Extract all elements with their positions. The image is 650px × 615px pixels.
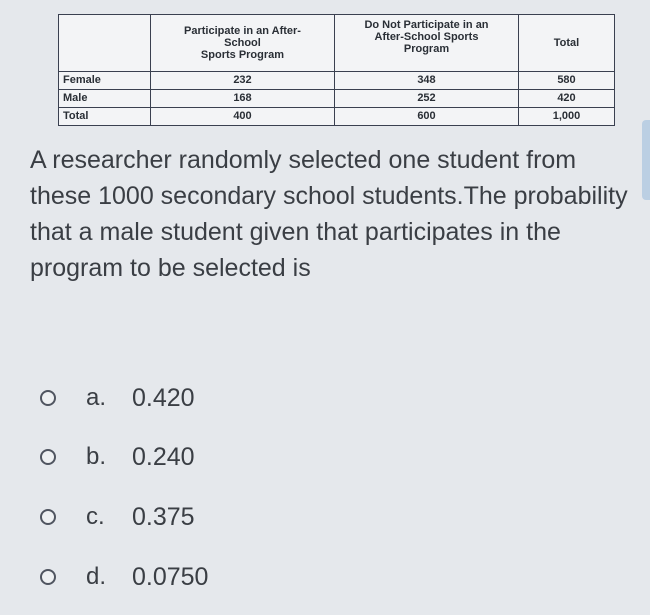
option-value: 0.240 — [132, 442, 195, 471]
two-way-table — [58, 14, 615, 126]
header-participate-line-2: School — [224, 37, 261, 49]
option-c[interactable] — [40, 500, 300, 534]
table-cell: 1,000 — [519, 108, 615, 126]
table-cell: 580 — [519, 72, 615, 90]
question-text: A researcher randomly selected one student from these 1000 secondary school students.The probability that a male student given that participates in the program to be selected is — [30, 146, 628, 282]
table-cell: 168 — [151, 90, 335, 108]
option-letter: c. — [86, 503, 105, 530]
header-participate-line-1: Participate in an After- — [184, 25, 301, 37]
table-cell: 420 — [519, 90, 615, 108]
table-cell: 232 — [151, 72, 335, 90]
radio-button-icon[interactable] — [40, 390, 56, 406]
option-value: 0.0750 — [132, 562, 209, 591]
row-label-total: Total — [59, 108, 151, 126]
row-label-female: Female — [59, 72, 151, 90]
header-not-participate-line-3: Program — [403, 43, 450, 55]
option-d[interactable] — [40, 560, 300, 594]
radio-button-icon[interactable] — [40, 569, 56, 585]
header-cell-total: Total — [519, 15, 615, 72]
table-row — [59, 108, 615, 126]
option-letter: d. — [86, 563, 107, 590]
option-value: 0.420 — [132, 383, 195, 412]
header-not-participate-line-2: After-School Sports — [374, 31, 479, 43]
table-cell: 252 — [335, 90, 519, 108]
table-row — [59, 72, 615, 90]
table-header-row — [59, 15, 615, 72]
option-b[interactable] — [40, 440, 300, 474]
edge-decoration — [642, 120, 650, 200]
header-cell-empty — [59, 15, 151, 72]
option-a[interactable] — [40, 381, 300, 415]
header-cell-participate — [151, 15, 335, 72]
radio-button-icon[interactable] — [40, 449, 56, 465]
table-cell: 348 — [335, 72, 519, 90]
radio-button-icon[interactable] — [40, 509, 56, 525]
data-table-container — [58, 14, 614, 126]
option-letter: a. — [86, 384, 107, 411]
option-letter: b. — [86, 443, 107, 470]
table-row — [59, 90, 615, 108]
header-participate-line-3: Sports Program — [200, 49, 285, 61]
row-label-male: Male — [59, 90, 151, 108]
option-value: 0.375 — [132, 502, 195, 531]
header-cell-not-participate — [335, 15, 519, 72]
table-cell: 400 — [151, 108, 335, 126]
table-cell: 600 — [335, 108, 519, 126]
header-not-participate-line-1: Do Not Participate in an — [364, 19, 489, 31]
